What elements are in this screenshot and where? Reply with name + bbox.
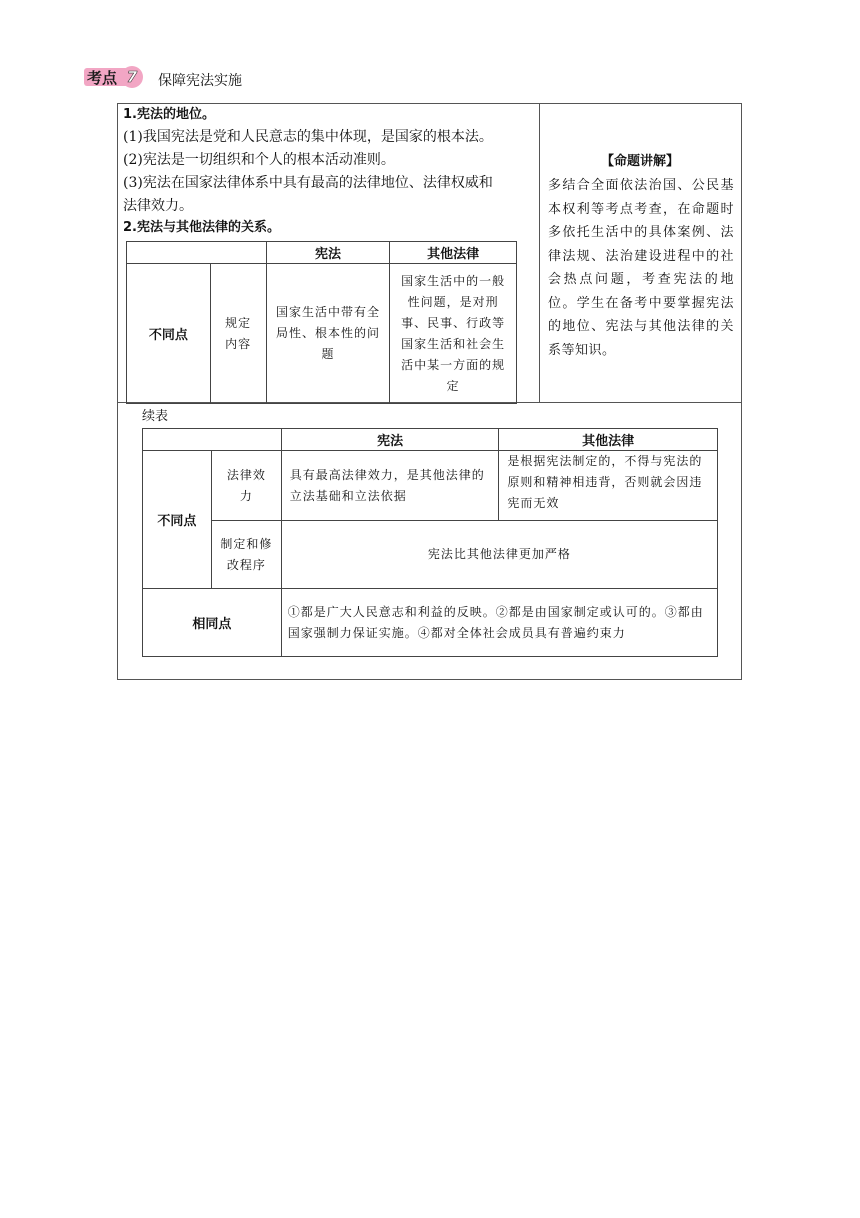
group-label-similarities: 相同点 (143, 589, 282, 657)
procedure-comparison: 宪法比其他法律更加严格 (281, 521, 717, 589)
comparison-table-part1 (126, 241, 517, 404)
table-header-constitution: 宪法 (281, 429, 499, 451)
table-header-other-laws: 其他法律 (499, 429, 718, 451)
other-effect: 是根据宪法制定的，不得与宪法的原则和精神相违背，否则就会因违宪而无效 (499, 451, 718, 521)
other-content: 国家生活中的一般性问题，是对刑事、民事、行政等国家生活和社会生活中某一方面的规定 (390, 264, 517, 404)
section-position-heading: 1.宪法的地位。 (123, 107, 215, 122)
topic-badge (84, 66, 142, 88)
badge-label: 考点 (87, 69, 118, 87)
badge-number: 7 (121, 66, 143, 88)
group-label-differences: 不同点 (143, 451, 212, 589)
table-header-empty (143, 429, 282, 451)
aspect-procedure: 制定和修改程序 (211, 521, 281, 589)
continued-table-label: 续表 (142, 409, 169, 424)
constitution-content: 国家生活中带有全局性、根本性的问题 (266, 264, 390, 404)
sidebar-body: 多结合全面依法治国、公民基本权利等考点考查，在命题时多依托生活中的具体案例、法律法规、法治建设进程中的社会热点问题，考查宪法的地位。学生在备考中要掌握宪法的地位、宪法与其他法律的关系等知识。 (548, 178, 734, 358)
aspect-content: 规定内容 (210, 264, 266, 404)
comparison-table-part2 (142, 428, 718, 657)
aspect-effect: 法律效力 (211, 451, 281, 521)
section-relation-heading: 2.宪法与其他法律的关系。 (123, 220, 280, 235)
group-label-differences: 不同点 (127, 264, 211, 404)
sidebar-title: 【命题讲解】 (600, 154, 679, 169)
table-header-empty (127, 242, 267, 264)
position-point-3-cont: 法律效力。 (123, 198, 193, 214)
constitution-effect: 具有最高法律效力，是其他法律的立法基础和立法依据 (281, 451, 499, 521)
position-point-2: (2)宪法是一切组织和个人的根本活动准则。 (123, 152, 395, 168)
position-point-3: (3)宪法在国家法律体系中具有最高的法律地位、法律权威和 (123, 175, 493, 191)
similarities-text: ①都是广大人民意志和利益的反映。②都是由国家制定或认可的。③都由国家强制力保证实施。④都对全体社会成员具有普遍约束力 (281, 589, 717, 657)
table-header-other-laws: 其他法律 (390, 242, 517, 264)
position-point-1: (1)我国宪法是党和人民意志的集中体现，是国家的根本法。 (123, 129, 493, 145)
topic-title: 保障宪法实施 (158, 73, 242, 89)
column-divider (539, 103, 540, 403)
table-header-constitution: 宪法 (266, 242, 390, 264)
